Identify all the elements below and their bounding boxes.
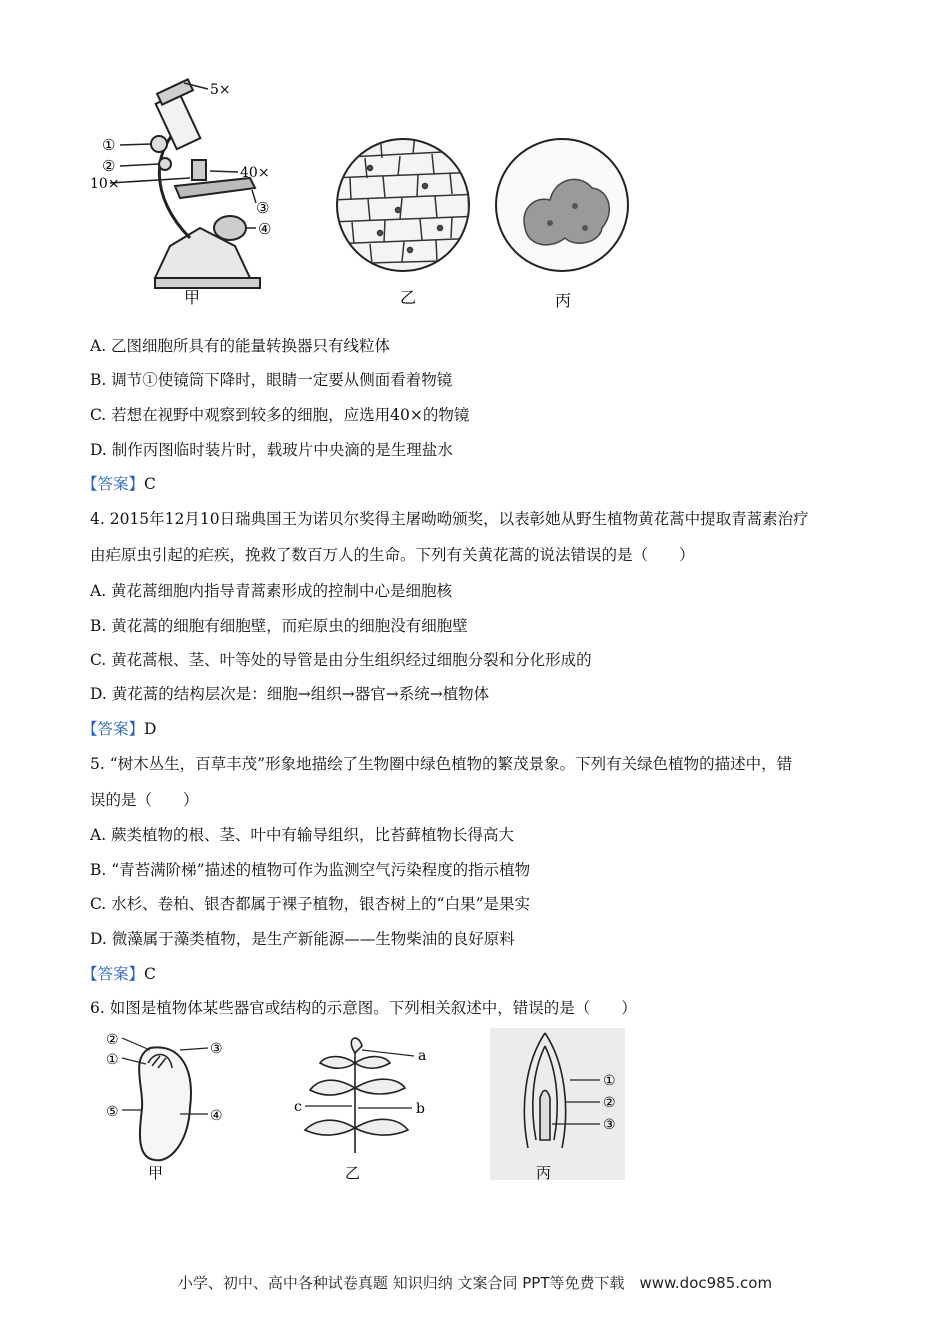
objective-low-label: 10× — [90, 176, 120, 192]
label-4: ④ — [258, 220, 272, 238]
q3-option-d: D. 制作丙图临时装片时，载玻片中央滴的是生理盐水 — [90, 441, 453, 459]
q5-option-b: B. “青苔满阶梯”描述的植物可作为监测空气污染程度的指示植物 — [90, 861, 531, 879]
q4-answer — [82, 719, 156, 739]
microscope-drawing — [110, 79, 260, 288]
bud-caption: 丙 — [536, 1164, 552, 1182]
shoot-caption: 乙 — [345, 1164, 361, 1182]
bud-label-3: ③ — [603, 1117, 616, 1133]
q3-answer — [82, 474, 156, 494]
shoot-drawing — [305, 1038, 414, 1153]
q4-stem-line2: 由疟原虫引起的疟疾，挽救了数百万人的生命。下列有关黄花蒿的说法错误的是（ ） — [90, 546, 695, 564]
caption-bing: 丙 — [555, 291, 572, 310]
answer-letter: C — [144, 475, 156, 493]
q4-option-d: D. 黄花蒿的结构层次是：细胞→组织→器官→系统→植物体 — [90, 685, 490, 703]
seed-label-1: ① — [106, 1052, 119, 1068]
q5-option-c: C. 水杉、卷柏、银杏都属于裸子植物，银杏树上的“白果”是果实 — [90, 895, 531, 913]
q6-stem: 6. 如图是植物体某些器官或结构的示意图。下列相关叙述中，错误的是（ ） — [90, 999, 637, 1017]
q4-stem-line1: 4. 2015年12月10日瑞典国王为诺贝尔奖得主屠呦呦颁奖，以表彰她从野生植物黄花蒿中提取青蒿素治疗 — [90, 510, 809, 528]
figure-microscope-cells — [80, 78, 650, 318]
eyepiece-mag-label: 5× — [210, 82, 231, 98]
shoot-label-b: b — [416, 1101, 425, 1117]
caption-yi: 乙 — [400, 288, 417, 307]
q5-option-a: A. 蕨类植物的根、茎、叶中有输导组织，比苔藓植物长得高大 — [90, 826, 515, 844]
q5-option-d: D. 微藻属于藻类植物，是生产新能源——生物柴油的良好原料 — [90, 930, 515, 948]
q5-stem-line1: 5. “树木丛生，百草丰茂”形象地描绘了生物圈中绿色植物的繁茂景象。下列有关绿色植物的描述中，错 — [90, 755, 793, 773]
bud-label-1: ① — [603, 1073, 616, 1089]
caption-jia: 甲 — [184, 288, 201, 307]
seed-drawing — [122, 1038, 208, 1160]
label-2: ② — [102, 157, 116, 175]
q5-answer — [82, 964, 156, 984]
label-1: ① — [102, 136, 116, 154]
answer-tag: 【答案】 — [82, 720, 145, 738]
q3-option-a: A. 乙图细胞所具有的能量转换器只有线粒体 — [90, 337, 391, 355]
q4-option-c: C. 黄花蒿根、茎、叶等处的导管是由分生组织经过细胞分裂和分化形成的 — [90, 651, 592, 669]
onion-cells-drawing — [330, 133, 480, 271]
answer-tag: 【答案】 — [82, 965, 145, 983]
seed-label-2: ② — [106, 1032, 119, 1048]
answer-letter: C — [144, 965, 156, 983]
seed-label-3: ③ — [210, 1041, 223, 1057]
shoot-label-a: a — [418, 1048, 427, 1064]
answer-tag: 【答案】 — [82, 475, 145, 493]
cheek-cells-drawing — [496, 139, 628, 271]
q3-option-c: C. 若想在视野中观察到较多的细胞，应选用40×的物镜 — [90, 406, 470, 424]
q4-option-a: A. 黄花蒿细胞内指导青蒿素形成的控制中心是细胞核 — [90, 582, 453, 600]
shoot-label-c: c — [294, 1099, 302, 1115]
label-3: ③ — [256, 199, 270, 217]
page-footer: 小学、初中、高中各种试卷真题 知识归纳 文案合同 PPT等免费下载 www.doc985.com — [177, 1274, 773, 1292]
objective-high-label: 40× — [240, 165, 270, 181]
bud-label-2: ② — [603, 1095, 616, 1111]
figure-plant-organs — [100, 1028, 630, 1183]
answer-letter: D — [144, 720, 157, 738]
q5-stem-line2: 误的是（ ） — [90, 791, 199, 809]
q4-option-b: B. 黄花蒿的细胞有细胞壁，而疟原虫的细胞没有细胞壁 — [90, 617, 468, 635]
seed-label-5: ⑤ — [106, 1104, 119, 1120]
seed-label-4: ④ — [210, 1108, 223, 1124]
seed-caption: 甲 — [148, 1164, 164, 1182]
q3-option-b: B. 调节①使镜筒下降时，眼睛一定要从侧面看着物镜 — [90, 371, 453, 389]
